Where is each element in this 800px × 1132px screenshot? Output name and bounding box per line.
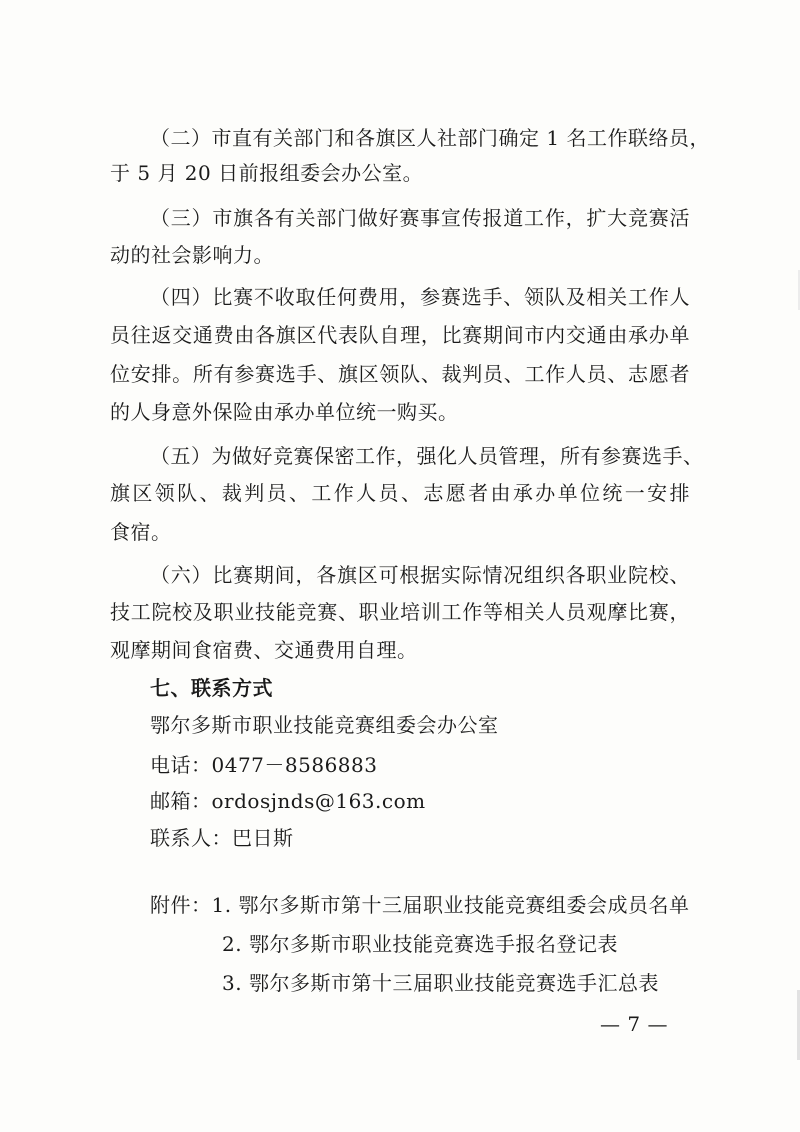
paragraph-6-line-2: 技工院校及职业技能竞赛、职业培训工作等相关人员观摩比赛， bbox=[110, 600, 690, 624]
attachment-item-3: 3. 鄂尔多斯市第十三届职业技能竞赛选手汇总表 bbox=[222, 971, 659, 995]
paragraph-6-line-3: 观摩期间食宿费、交通费用自理。 bbox=[110, 638, 418, 662]
paragraph-3-line-2: 动的社会影响力。 bbox=[110, 243, 274, 267]
paragraph-6-line-1: （六）比赛期间，各旗区可根据实际情况组织各职业院校、 bbox=[150, 563, 690, 587]
paragraph-3-line-1: （三）市旗各有关部门做好赛事宣传报道工作，扩大竞赛活 bbox=[150, 206, 690, 230]
paragraph-5-line-3: 食宿。 bbox=[110, 520, 172, 544]
paragraph-4-line-4: 的人身意外保险由承办单位统一购买。 bbox=[110, 400, 459, 424]
paragraph-5-line-1: （五）为做好竞赛保密工作，强化人员管理，所有参赛选手、 bbox=[150, 444, 704, 468]
paragraph-4-line-2: 员往返交通费由各旗区代表队自理，比赛期间市内交通由承办单 bbox=[110, 323, 690, 347]
attachment-item-2: 2. 鄂尔多斯市职业技能竞赛选手报名登记表 bbox=[222, 932, 618, 956]
attachment-item-1: 附件：1. 鄂尔多斯市第十三届职业技能竞赛组委会成员名单 bbox=[150, 893, 690, 917]
paragraph-2-line-2: 于 5 月 20 日前报组委会办公室。 bbox=[110, 161, 424, 185]
contact-office: 鄂尔多斯市职业技能竞赛组委会办公室 bbox=[150, 713, 499, 737]
contact-phone: 电话：0477－8586883 bbox=[150, 753, 378, 777]
contact-person: 联系人：巴日斯 bbox=[150, 826, 294, 850]
paragraph-5-line-2: 旗区领队、裁判员、工作人员、志愿者由承办单位统一安排 bbox=[110, 481, 690, 505]
contact-heading: 七、联系方式 bbox=[150, 676, 273, 700]
paragraph-2-line-1: （二）市直有关部门和各旗区人社部门确定 1 名工作联络员， bbox=[150, 126, 710, 150]
paragraph-4-line-1: （四）比赛不收取任何费用，参赛选手、领队及相关工作人 bbox=[150, 285, 690, 309]
paragraph-4-line-3: 位安排。所有参赛选手、旗区领队、裁判员、工作人员、志愿者 bbox=[110, 362, 690, 386]
page-number: — 7 — bbox=[600, 1012, 668, 1036]
contact-email: 邮箱：ordosjnds@163.com bbox=[150, 789, 426, 813]
